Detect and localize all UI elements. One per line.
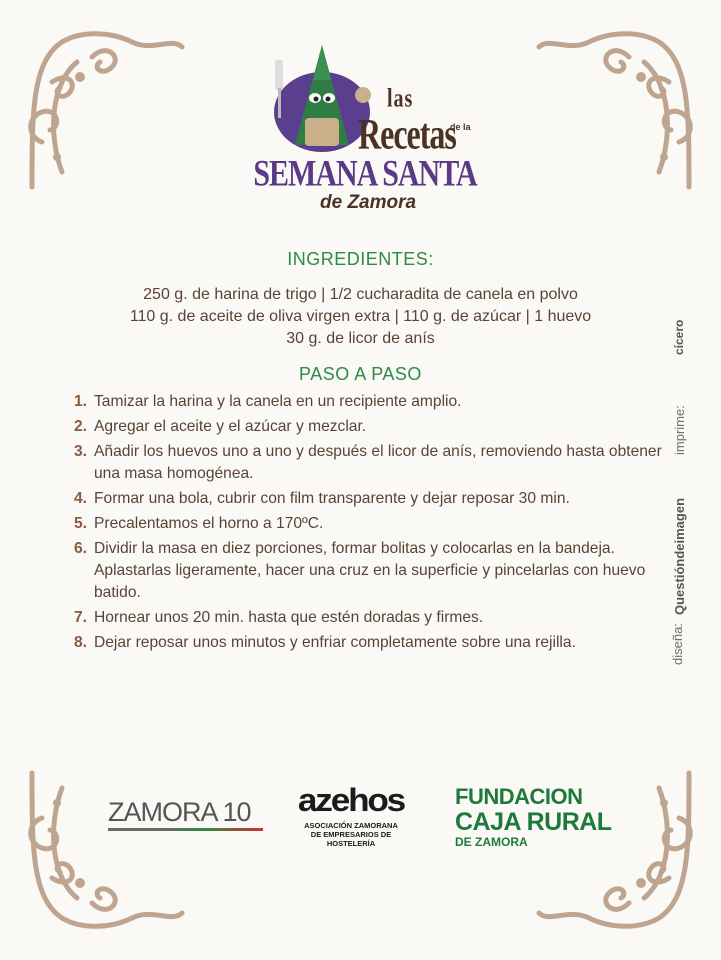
step-text: Precalentamos el horno a 170ºC.: [94, 515, 324, 532]
step-number: 1.: [74, 393, 88, 410]
azehos-subtitle-line: ASOCIACIÓN ZAMORANA: [304, 821, 398, 830]
step-text: Dejar reposar unos minutos y enfriar completamente sobre una rejilla.: [94, 634, 576, 651]
credit-cicero: cícero: [672, 319, 686, 355]
step-number: 7.: [74, 609, 88, 626]
steps-title: PASO A PASO: [299, 364, 422, 384]
step-number: 4.: [74, 490, 88, 507]
corner-ornament-bottom-left: [22, 768, 192, 938]
step-text: Agregar el aceite y el azúcar y mezclar.: [94, 418, 367, 435]
ingredients-title: INGREDIENTES:: [287, 249, 434, 269]
ingredient-line: 110 g. de aceite de oliva virgen extra | 110 g. de azúcar | 1 huevo: [129, 308, 592, 325]
step-number: 5.: [74, 515, 88, 532]
zamora10-underline: [108, 828, 263, 831]
ingredient-line: 250 g. de harina de trigo | 1/2 cucharadita de canela en polvo: [143, 286, 578, 303]
logo-recetas: Recetas: [358, 109, 456, 159]
fcr-de-zamora: DE ZAMORA: [455, 835, 528, 849]
logo-de-zamora: de Zamora: [320, 192, 417, 213]
step-item: [74, 441, 664, 485]
azehos-text: azehos: [297, 782, 405, 818]
step-text: Hornear unos 20 min. hasta que estén doradas y firmes.: [94, 609, 484, 626]
azehos-logo: [290, 782, 412, 848]
step-item: [74, 391, 664, 413]
step-number: 2.: [74, 418, 88, 435]
corner-ornament-top-right: [529, 22, 699, 192]
fcr-caja-rural: CAJA RURAL: [455, 808, 612, 836]
step-number: 8.: [74, 634, 88, 651]
recetas-logo: [250, 40, 480, 220]
step-text: Tamizar la harina y la canela en un recipiente amplio.: [94, 393, 462, 410]
azehos-subtitle-line: DE EMPRESARIOS DE: [310, 830, 392, 839]
step-text: Formar una bola, cubrir con film transparente y dejar reposar 30 min.: [94, 490, 570, 507]
ingredients-list: [0, 284, 721, 350]
steps-list: [74, 391, 664, 657]
zamora10-text: ZAMORA 10: [108, 797, 251, 827]
logo-las: las: [387, 84, 414, 114]
step-text: Dividir la masa en diez porciones, formar bolitas y colocarlas en la bandeja. Aplastarlas ligeramente, hacer una cruz en la superficie y pincelarlas con huevo batido.: [94, 540, 646, 601]
step-item: [74, 607, 664, 629]
side-credits: [668, 300, 698, 680]
step-number: 6.: [74, 540, 88, 557]
credit-question-de-imagen: Questióndeimagen: [672, 497, 687, 615]
step-item: [74, 488, 664, 510]
step-item: [74, 632, 664, 654]
step-item: [74, 538, 664, 604]
azehos-subtitle-line: HOSTELERÍA: [326, 839, 376, 848]
credit-disena-label: diseña:: [670, 623, 685, 665]
credit-imprime-label: imprime:: [672, 405, 687, 455]
fcr-fundacion: FUNDACION: [455, 784, 583, 809]
zamora10-logo: [108, 797, 263, 831]
step-text: Añadir los huevos uno a uno y después el licor de anís, removiendo hasta obtener una masa homogénea.: [94, 443, 662, 482]
azehos-subtitle: [290, 821, 412, 848]
logo-semana-santa: SEMANA SANTA: [253, 152, 477, 194]
step-item: [74, 513, 664, 535]
step-item: [74, 416, 664, 438]
step-number: 3.: [74, 443, 88, 460]
logo-de-la: de la: [450, 122, 471, 132]
ingredient-line: 30 g. de licor de anís: [286, 330, 435, 347]
fundacion-caja-rural-logo: [455, 785, 630, 849]
corner-ornament-top-left: [22, 22, 192, 192]
